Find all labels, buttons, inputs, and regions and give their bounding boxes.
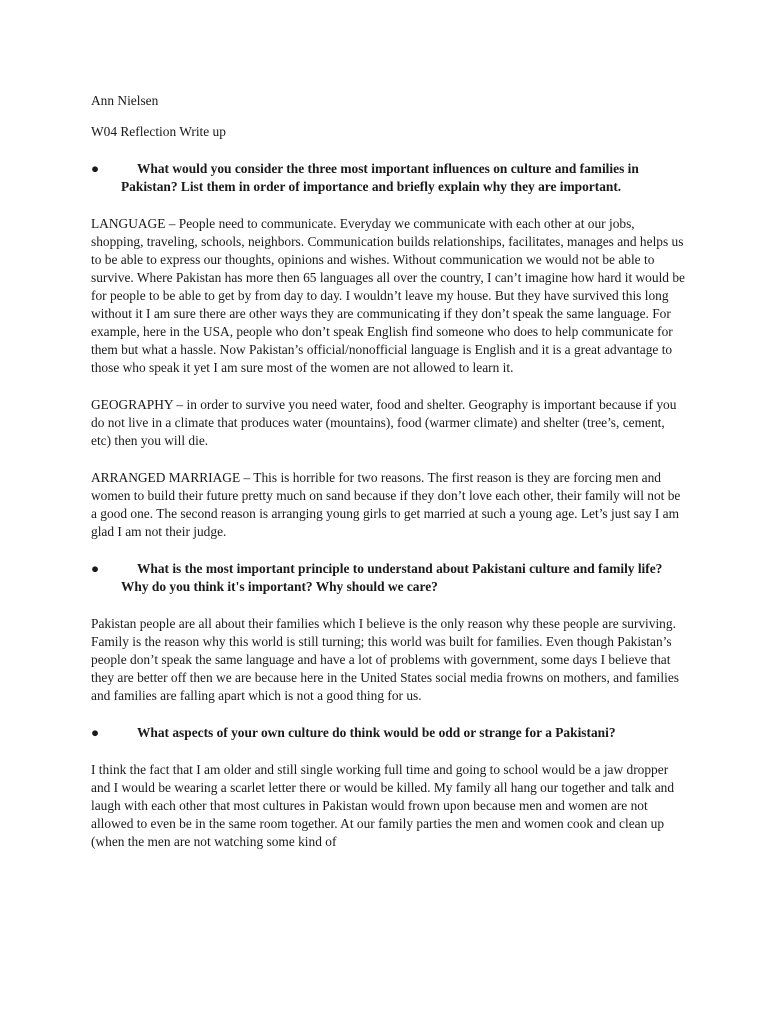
document-body [91,92,686,870]
question-text: What is the most important principle to understand about Pakistani culture and family life? Why do you think it's important? Why should we care? [121,561,663,594]
question-text: What would you consider the three most important influences on culture and families in Pakistan? List them in order of importance and briefly explain why they are important. [121,161,639,194]
answer-own-culture: I think the fact that I am older and still single working full time and going to school would be a jaw dropper and I would be wearing a scarlet letter there or would be killed. My family all hang our together and talk and laugh with each other that most cultures in Pakistan would frown upon because men and women are not allowed to even be in the same room together. At our family parties the men and women cook and clean up (when the men are not watching some kind of [91,762,675,849]
question-2 [91,560,686,596]
bullet-icon: ● [91,161,100,176]
question-3 [91,724,686,742]
bullet-icon: ● [91,725,100,740]
question-1 [91,160,686,196]
answer-geography: GEOGRAPHY – in order to survive you need water, food and shelter. Geography is important because if you do not live in a climate that produces water (mountains), food (warmer climate) and shelter (tree’s, cement, etc) then you will die. [91,397,677,448]
answer-arranged-marriage: ARRANGED MARRIAGE – This is horrible for two reasons. The first reason is they are forcing men and women to build their future pretty much on sand because if they don’t love each other, their family will not be a good one. The second reason is arranging young girls to get married at such a young age. Let’s just say I am glad I am not their judge. [91,470,681,539]
author-name: Ann Nielsen [91,93,159,108]
bullet-icon: ● [91,561,100,576]
answer-principle: Pakistan people are all about their families which I believe is the only reason why these people are surviving. Family is the reason why this world is still turning; this world was built for families. Even though Pakistan’s people don’t speak the same language and have a lot of problems with government, some days I believe that they are better off then we are because here in the United States social media frowns on mothers, and families and families are falling apart which is not a good thing for us. [91,616,679,703]
document-title: W04 Reflection Write up [91,124,226,139]
answer-language: LANGUAGE – People need to communicate. Everyday we communicate with each other at our jobs, shopping, traveling, schools, neighbors. Communication builds relationships, facilitates, manages and helps us to be able to express our thoughts, opinions and wishes. Without communication we would not be able to survive. Where Pakistan has more then 65 languages all over the country, I can’t imagine how hard it would be for people to be able to get by from day to day. I wouldn’t leave my house. But they have survived this long without it I am sure there are other ways they are communicating if they don’t speak the same language. For example, here in the USA, people who don’t speak English find someone who does to help communicate for them but what a hassle. Now Pakistan’s official/nonofficial language is English and it is a great advantage to those who speak it yet I am sure most of the women are not allowed to learn it. [91,216,685,375]
question-text: What aspects of your own culture do think would be odd or strange for a Pakistani? [137,725,616,740]
